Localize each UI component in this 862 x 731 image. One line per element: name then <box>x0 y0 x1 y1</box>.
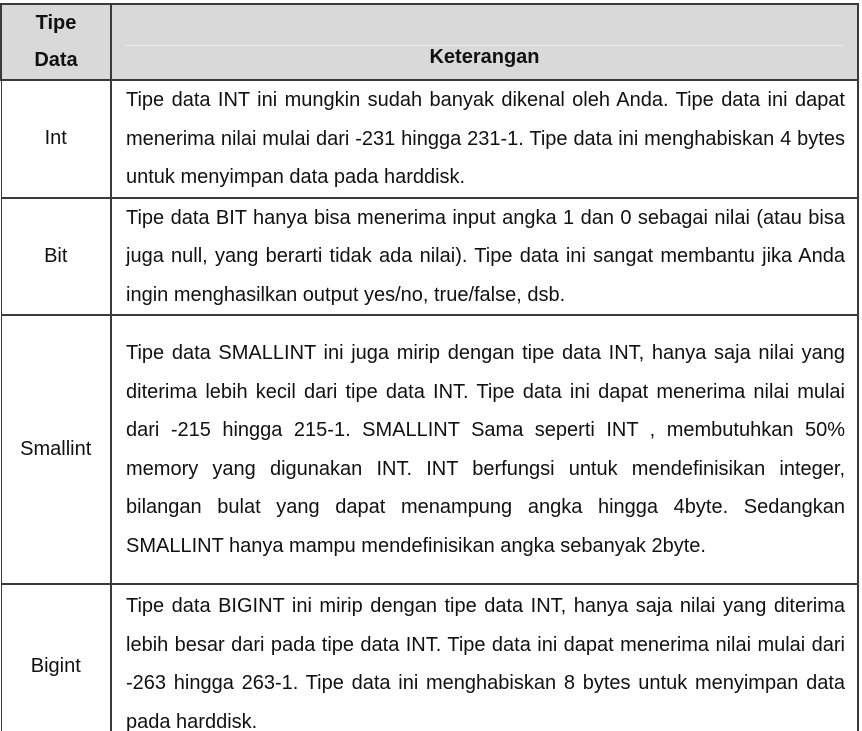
header-type-line2: Data <box>34 49 78 71</box>
table-row-bit <box>1 198 858 316</box>
description-cell <box>111 315 858 584</box>
type-cell: Int <box>1 80 111 198</box>
description-text: Tipe data SMALLINT ini juga mirip dengan tipe data INT, hanya saja nilai yang diterima lebih kecil dari tipe data INT. Tipe data ini dapat menerima nilai mulai dari -215 hingga 215-1. SMALLINT Sama seperti INT , membutuhkan 50% memory yang digunakan INT. INT berfungsi untuk mendefinisikan integer, bilangan bulat yang dapat menampung angka hingga 4byte. Sedangkan SMALLINT hanya mampu mendefinisikan angka sebanyak 2byte. <box>126 342 845 557</box>
type-cell: Bit <box>1 198 111 316</box>
header-type-line1: Tipe <box>35 12 77 34</box>
table-header-row <box>1 4 858 80</box>
table-row-smallint <box>1 315 858 584</box>
description-text: Tipe data BIT hanya bisa menerima input angka 1 dan 0 sebagai nilai (atau bisa juga null, yang berarti tidak ada nilai). Tipe data ini sangat membantu jika Anda ingin menghasilkan output yes/no, true/false, dsb. <box>126 206 845 306</box>
description-cell <box>111 80 858 198</box>
data-types-table <box>0 3 859 731</box>
type-cell: Bigint <box>1 584 111 731</box>
header-type-data <box>1 4 111 80</box>
header-description-label: Keterangan <box>429 46 540 68</box>
description-text: Tipe data INT ini mungkin sudah banyak dikenal oleh Anda. Tipe data ini dapat menerima nilai mulai dari -231 hingga 231-1. Tipe data ini menghabiskan 4 bytes untuk menyimpan data pada harddisk. <box>126 89 845 188</box>
description-cell <box>111 584 858 731</box>
type-cell: Smallint <box>1 315 111 584</box>
description-text: Tipe data BIGINT ini mirip dengan tipe data INT, hanya saja nilai yang diterima lebih besar dari pada tipe data INT. Tipe data ini dapat menerima nilai mulai dari -263 hingga 263-1. Tipe data ini menghabiskan 8 bytes untuk menyimpan data pada harddisk. <box>126 595 845 731</box>
table-row-int <box>1 80 858 198</box>
description-cell <box>111 198 858 316</box>
header-keterangan <box>111 4 858 80</box>
table-row-bigint <box>1 584 858 731</box>
